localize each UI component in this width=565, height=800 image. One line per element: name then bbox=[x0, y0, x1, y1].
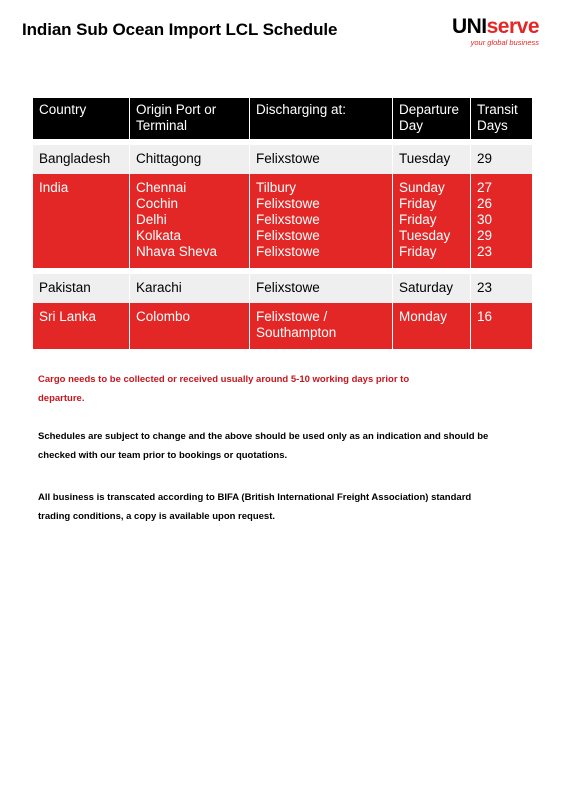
discharging-cell bbox=[250, 303, 393, 349]
departure-day: Sunday bbox=[399, 180, 445, 195]
origin-port: Karachi bbox=[136, 280, 182, 295]
table-row bbox=[33, 174, 533, 268]
discharge-port: Felixstowe bbox=[256, 212, 320, 227]
schedule-disclaimer bbox=[38, 427, 528, 465]
origin-port: Chennai bbox=[136, 180, 187, 195]
transit-days: 26 bbox=[477, 196, 493, 211]
discharge-port: Felixstowe bbox=[256, 280, 320, 295]
collection-notice bbox=[38, 370, 528, 408]
departure-cell bbox=[393, 274, 471, 303]
country-cell: Sri Lanka bbox=[33, 303, 130, 349]
country-cell: Bangladesh bbox=[33, 145, 130, 174]
origin-port: Cochin bbox=[136, 196, 179, 211]
notice-line: checked with our team prior to bookings or quotations. bbox=[38, 450, 288, 461]
transit-cell bbox=[471, 174, 533, 268]
table-row bbox=[33, 274, 533, 303]
table-row bbox=[33, 303, 533, 349]
logo-uni: UNI bbox=[451, 15, 487, 38]
origin-cell bbox=[130, 174, 250, 268]
departure-day: Monday bbox=[399, 309, 448, 324]
departure-cell bbox=[393, 145, 471, 174]
departure-cell bbox=[393, 174, 471, 268]
departure-day: Tuesday bbox=[399, 151, 451, 166]
discharge-port: Felixstowe bbox=[256, 196, 320, 211]
transit-cell bbox=[471, 303, 533, 349]
page-title: Indian Sub Ocean Import LCL Schedule bbox=[22, 20, 338, 39]
discharging-cell bbox=[250, 174, 393, 268]
departure-cell bbox=[393, 303, 471, 349]
origin-port: Chittagong bbox=[136, 151, 202, 166]
departure-day: Friday bbox=[399, 212, 437, 227]
schedule-table bbox=[32, 98, 533, 349]
transit-days: 29 bbox=[477, 151, 493, 166]
header-country: Country bbox=[33, 98, 130, 139]
discharge-port: Southampton bbox=[256, 325, 337, 340]
transit-cell bbox=[471, 274, 533, 303]
header-transit: Transit Days bbox=[471, 98, 533, 139]
discharge-port: Felixstowe bbox=[256, 228, 320, 243]
discharging-cell bbox=[250, 274, 393, 303]
discharging-cell bbox=[250, 145, 393, 174]
uniserve-logo bbox=[452, 17, 539, 47]
notice-line: trading conditions, a copy is available upon request. bbox=[38, 511, 276, 522]
header-discharging: Discharging at: bbox=[250, 98, 393, 139]
origin-cell bbox=[130, 303, 250, 349]
discharge-port: Tilbury bbox=[256, 180, 297, 195]
departure-day: Saturday bbox=[399, 280, 454, 295]
notice-line: All business is transcated according to BIFA (British International Freight Association) standard bbox=[38, 492, 472, 503]
discharge-port: Felixstowe bbox=[256, 244, 320, 259]
origin-cell bbox=[130, 145, 250, 174]
departure-day: Tuesday bbox=[399, 228, 451, 243]
departure-day: Friday bbox=[399, 196, 437, 211]
country-cell: Pakistan bbox=[33, 274, 130, 303]
transit-days: 16 bbox=[477, 309, 493, 324]
header-departure: Departure Day bbox=[393, 98, 471, 139]
discharge-port: Felixstowe bbox=[256, 151, 320, 166]
transit-days: 23 bbox=[477, 280, 493, 295]
notice-line: departure. bbox=[38, 393, 85, 404]
transit-days: 27 bbox=[477, 180, 493, 195]
origin-cell bbox=[130, 274, 250, 303]
transit-cell bbox=[471, 145, 533, 174]
origin-port: Colombo bbox=[136, 309, 191, 324]
origin-port: Nhava Sheva bbox=[136, 244, 218, 259]
transit-days: 23 bbox=[477, 244, 493, 259]
notice-line: Cargo needs to be collected or received usually around 5-10 working days prior to bbox=[38, 374, 410, 385]
bifa-terms-note bbox=[38, 488, 528, 526]
notice-line: Schedules are subject to change and the above should be used only as an indication and should be bbox=[38, 431, 489, 442]
origin-port: Kolkata bbox=[136, 228, 182, 243]
transit-days: 29 bbox=[477, 228, 493, 243]
logo-wordmark bbox=[452, 17, 539, 37]
transit-days: 30 bbox=[477, 212, 493, 227]
country-cell: India bbox=[33, 174, 130, 268]
header-origin: Origin Port or Terminal bbox=[130, 98, 250, 139]
logo-tagline: your global business bbox=[470, 38, 539, 47]
origin-port: Delhi bbox=[136, 212, 167, 227]
discharge-port: Felixstowe / bbox=[256, 309, 328, 324]
table-header-row bbox=[33, 98, 533, 139]
logo-serve: serve bbox=[486, 15, 539, 38]
departure-day: Friday bbox=[399, 244, 437, 259]
table-row bbox=[33, 145, 533, 174]
